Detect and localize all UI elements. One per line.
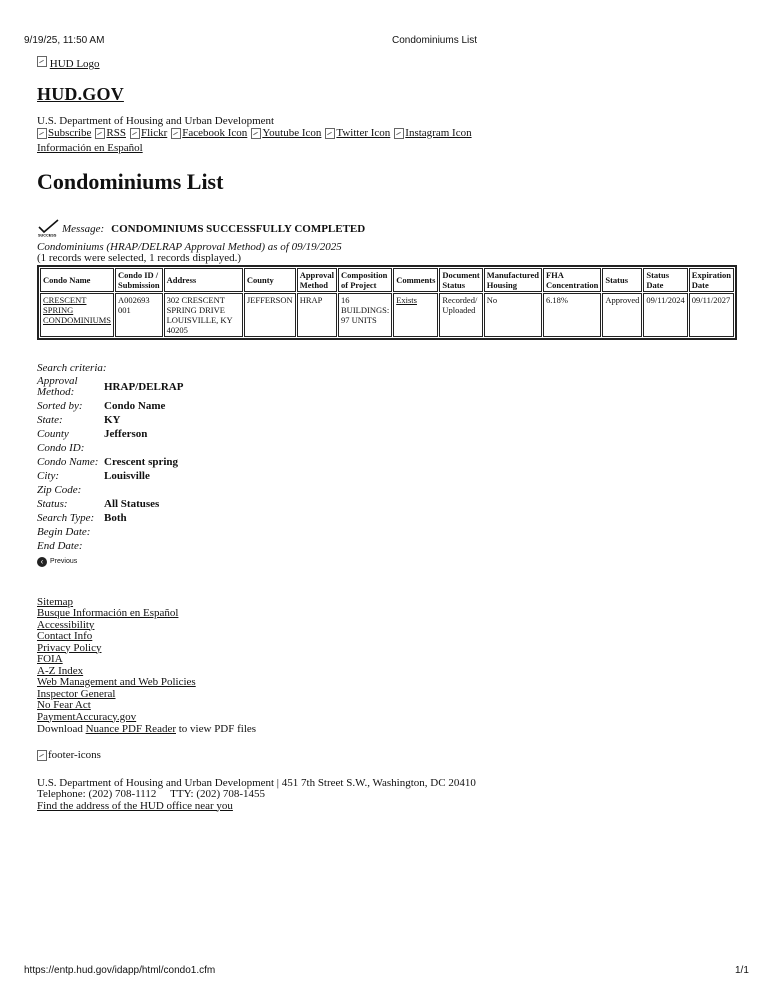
social-link-label: RSS <box>106 127 126 139</box>
criteria-value: Condo Name <box>104 399 166 412</box>
social-link-twitter-icon[interactable] <box>325 127 390 139</box>
criteria-label: Begin Date: <box>37 525 91 538</box>
criteria-row <box>37 539 737 553</box>
print-title: Condominiums List <box>392 35 478 46</box>
column-header: Status Date <box>643 268 687 292</box>
criteria-row <box>37 455 737 469</box>
table-cell <box>338 293 392 337</box>
social-link-label: Youtube Icon <box>262 127 322 139</box>
criteria-row <box>37 525 737 539</box>
social-link-subscribe[interactable] <box>37 127 91 139</box>
espanol-link[interactable]: Información en Español <box>37 141 143 154</box>
column-header: Condo ID / Submission <box>115 268 163 292</box>
table-cell <box>439 293 482 337</box>
criteria-label: Approval Method: <box>37 374 78 398</box>
column-header: Expiration Date <box>689 268 734 292</box>
print-datetime: 9/19/25, 11:50 AM <box>24 35 105 46</box>
footer-link-sitemap[interactable]: Sitemap <box>37 595 74 608</box>
broken-image-icon <box>130 128 140 139</box>
column-header: Manufactured Housing <box>484 268 542 292</box>
criteria-row <box>37 413 737 427</box>
criteria-label: Status: <box>37 497 68 510</box>
criteria-value: HRAP/DELRAP <box>104 380 184 393</box>
hud-logo-alt: HUD Logo <box>49 58 100 70</box>
cell-value: JEFFERSON <box>246 294 293 305</box>
cell-value: A002693 001 <box>118 294 150 315</box>
success-check-icon <box>37 217 59 235</box>
table-cell <box>602 293 642 337</box>
print-url: https://entp.hud.gov/idapp/html/condo1.cfm <box>24 965 216 976</box>
cell-value: 09/11/2027 <box>691 294 731 305</box>
table-cell <box>543 293 601 337</box>
footer-link-no-fear-act[interactable]: No Fear Act <box>37 699 91 711</box>
table-cell <box>164 293 243 337</box>
broken-image-icon <box>95 128 105 139</box>
condo-table <box>37 265 737 340</box>
criteria-label: Condo ID: <box>37 441 85 454</box>
page-title: Condominiums List <box>37 168 224 194</box>
criteria-row <box>37 441 737 455</box>
pdf-reader-link[interactable]: Nuance PDF Reader <box>85 723 176 735</box>
broken-image-icon <box>325 128 335 139</box>
social-links <box>37 127 737 142</box>
criteria-label: Search Type: <box>37 511 95 524</box>
criteria-value: Louisville <box>104 469 150 482</box>
criteria-label: Sorted by: <box>37 399 83 412</box>
table-row <box>40 293 734 337</box>
office-finder-link[interactable]: Find the address of the HUD office near you <box>37 799 233 812</box>
svg-text:SUCCESS: SUCCESS <box>38 233 57 237</box>
criteria-value: Jefferson <box>104 427 148 440</box>
message-label: Message: <box>62 222 105 235</box>
column-header: Status <box>602 268 642 292</box>
tty: TTY: (202) 708-1455 <box>170 788 266 800</box>
table-header-row <box>40 268 734 292</box>
criteria-row <box>37 469 737 483</box>
message-text: CONDOMINIUMS SUCCESSFULLY COMPLETED <box>111 222 366 235</box>
previous-label: Previous <box>50 558 78 565</box>
criteria-label: Zip Code: <box>37 483 82 496</box>
broken-image-icon <box>37 750 47 761</box>
page-content <box>37 56 737 812</box>
hud-logo[interactable] <box>37 56 737 70</box>
cell-value: Recorded/ Uploaded <box>442 294 478 315</box>
footer-link-busque-informaci-n-en-espa-ol[interactable]: Busque Información en Español <box>37 607 179 619</box>
footer-link-contact-info[interactable]: Contact Info <box>37 630 93 642</box>
criteria-row <box>37 399 737 413</box>
footer-link-a-z-index[interactable]: A-Z Index <box>37 664 84 677</box>
broken-image-icon <box>37 56 47 67</box>
footer-icons-image <box>37 749 101 761</box>
footer-address <box>37 778 737 813</box>
telephone: Telephone: (202) 708-1112 <box>37 788 157 800</box>
cell-value: No <box>486 294 498 305</box>
criteria-label: Condo Name: <box>37 455 99 468</box>
footer-link-foia[interactable]: FOIA <box>37 653 63 665</box>
criteria-row <box>37 376 737 398</box>
previous-button[interactable] <box>37 557 737 567</box>
footer-link-web-management-and-web-policies[interactable]: Web Management and Web Policies <box>37 676 196 688</box>
column-header: FHA Concentration <box>543 268 601 292</box>
column-header: Condo Name <box>40 268 114 292</box>
table-cell <box>297 293 337 337</box>
print-page-number: 1/1 <box>735 965 749 976</box>
column-header: County <box>244 268 296 292</box>
column-header: Document Status <box>439 268 482 292</box>
cell-value: 302 CRESCENT SPRING DRIVE LOUISVILLE, KY 40205 <box>166 294 233 335</box>
records-note: (1 records were selected, 1 records displayed.) <box>37 251 242 264</box>
pdf-note-prefix: Download <box>37 723 86 735</box>
footer-link-accessibility[interactable]: Accessibility <box>37 618 95 631</box>
criteria-value: KY <box>104 413 121 426</box>
social-link-youtube-icon[interactable] <box>251 127 321 139</box>
footer-links <box>37 597 737 724</box>
table-cell <box>643 293 687 337</box>
print-header <box>0 35 771 51</box>
social-link-label: Subscribe <box>48 127 92 139</box>
criteria-row <box>37 427 737 441</box>
table-cell <box>115 293 163 337</box>
comments-link[interactable]: Exists <box>396 294 417 305</box>
condo-name-link[interactable]: CRESCENT SPRING CONDOMINIUMS <box>43 294 112 325</box>
social-link-label: Twitter Icon <box>336 127 391 139</box>
cell-value: 16 BUILDINGS: 97 UNITS <box>341 294 390 325</box>
table-cell <box>393 293 438 337</box>
footer-link-privacy-policy[interactable]: Privacy Policy <box>37 641 102 654</box>
department-name: U.S. Department of Housing and Urban Development <box>37 115 275 127</box>
left-arrow-icon: ‹ <box>37 557 47 567</box>
search-criteria <box>37 362 737 567</box>
criteria-label: City: <box>37 469 59 482</box>
criteria-row <box>37 497 737 511</box>
criteria-label: County <box>37 427 69 440</box>
status-message <box>37 217 737 235</box>
site-name-link[interactable]: HUD.GOV <box>37 84 124 104</box>
pdf-note-suffix: to view PDF files <box>176 723 257 735</box>
column-header: Comments <box>393 268 438 292</box>
social-link-label: Facebook Icon <box>182 127 248 139</box>
broken-image-icon <box>251 128 261 139</box>
address-line: U.S. Department of Housing and Urban Development | 451 7th Street S.W., Washington, DC 20410 <box>37 776 476 789</box>
footer-icons-alt: footer-icons <box>48 749 101 761</box>
footer-link-paymentaccuracy-gov[interactable]: PaymentAccuracy.gov <box>37 710 137 723</box>
broken-image-icon <box>171 128 181 139</box>
criteria-row <box>37 511 737 525</box>
table-cell <box>484 293 542 337</box>
criteria-row <box>37 483 737 497</box>
criteria-label: State: <box>37 413 63 426</box>
table-caption: Condominiums (HRAP/DELRAP Approval Method) as of 09/19/2025 <box>37 240 342 253</box>
social-link-flickr[interactable] <box>130 127 167 139</box>
broken-image-icon <box>37 128 47 139</box>
criteria-label: End Date: <box>37 539 83 552</box>
table-cell <box>40 293 114 337</box>
social-link-rss[interactable] <box>95 127 126 139</box>
cell-value: 09/11/2024 <box>646 294 685 305</box>
footer-link-inspector-general[interactable]: Inspector General <box>37 687 116 700</box>
social-link-instagram-icon[interactable] <box>394 127 471 139</box>
social-link-label: Instagram Icon <box>405 127 472 139</box>
pdf-note <box>37 723 737 735</box>
column-header: Composition of Project <box>338 268 392 292</box>
social-link-label: Flickr <box>140 127 168 139</box>
cell-value: Approved <box>605 294 640 305</box>
table-cell <box>244 293 296 337</box>
criteria-value: All Statuses <box>104 497 160 510</box>
cell-value: HRAP <box>299 294 323 305</box>
search-criteria-title: Search criteria: <box>37 361 107 374</box>
table-cell <box>689 293 734 337</box>
social-link-facebook-icon[interactable] <box>171 127 247 139</box>
criteria-value: Both <box>104 511 127 524</box>
criteria-value: Crescent spring <box>104 455 179 468</box>
column-header: Address <box>164 268 243 292</box>
column-header: Approval Method <box>297 268 337 292</box>
cell-value: 6.18% <box>545 294 568 305</box>
broken-image-icon <box>394 128 404 139</box>
